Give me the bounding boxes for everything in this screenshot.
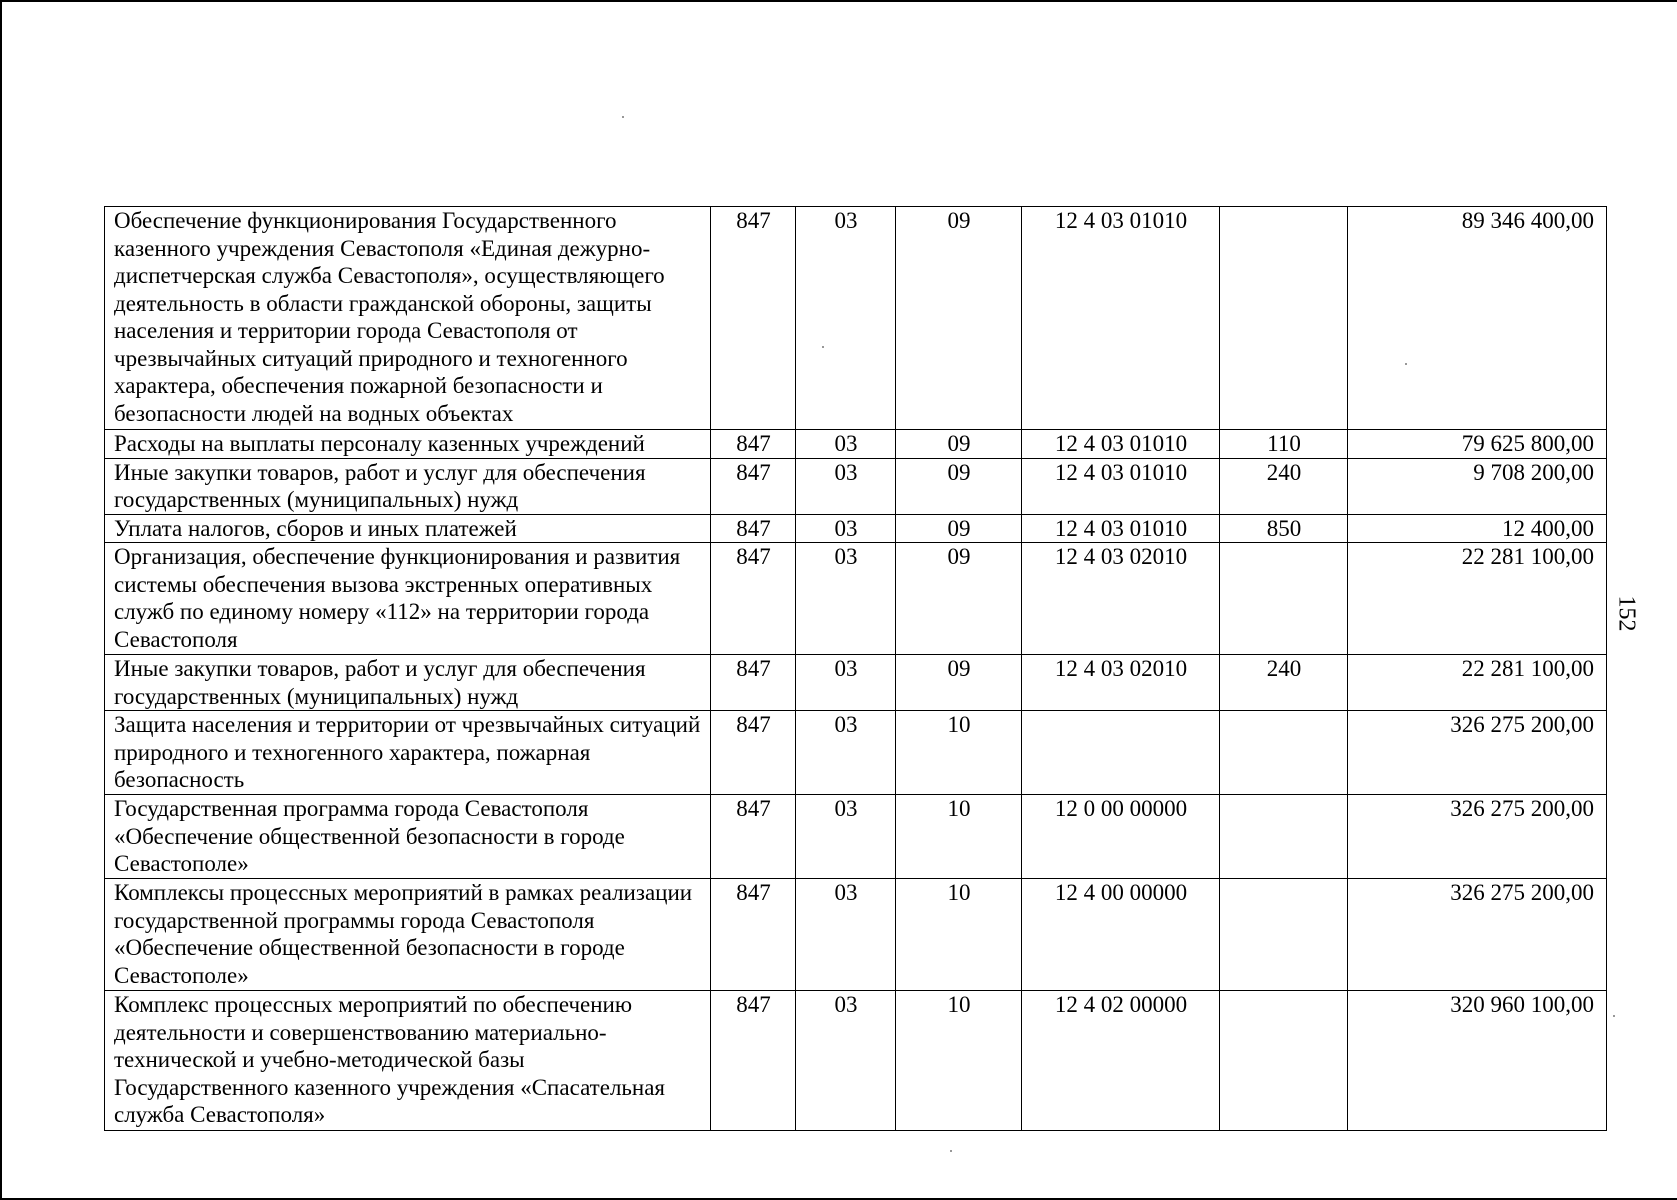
cell-expense-type <box>1220 711 1348 795</box>
cell-name: Государственная программа города Севастополя «Обеспечение общественной безопасности в городе Севастополе» <box>105 795 711 879</box>
cell-expense-type <box>1220 207 1348 430</box>
table-row <box>105 458 1607 514</box>
cell-ministry: 847 <box>711 458 796 514</box>
cell-amount: 326 275 200,00 <box>1348 795 1607 879</box>
cell-target-article: 12 4 03 01010 <box>1022 430 1220 459</box>
cell-expense-type: 110 <box>1220 430 1348 459</box>
cell-name: Комплексы процессных мероприятий в рамках реализации государственной программы города Севастополя «Обеспечение общественной безопасности в городе Севастополе» <box>105 879 711 991</box>
cell-ministry: 847 <box>711 991 796 1131</box>
cell-target-article: 12 4 03 02010 <box>1022 543 1220 655</box>
cell-target-article: 12 0 00 00000 <box>1022 795 1220 879</box>
cell-name: Уплата налогов, сборов и иных платежей <box>105 514 711 543</box>
cell-section: 03 <box>796 543 896 655</box>
cell-section: 03 <box>796 207 896 430</box>
cell-target-article: 12 4 03 01010 <box>1022 458 1220 514</box>
table-row <box>105 795 1607 879</box>
budget-table-body <box>105 207 1607 1131</box>
table-row <box>105 514 1607 543</box>
cell-subsection: 09 <box>896 655 1022 711</box>
page-number: 152 <box>1613 595 1640 632</box>
cell-name: Иные закупки товаров, работ и услуг для обеспечения государственных (муниципальных) нужд <box>105 458 711 514</box>
cell-expense-type: 240 <box>1220 458 1348 514</box>
cell-expense-type: 240 <box>1220 655 1348 711</box>
cell-amount: 9 708 200,00 <box>1348 458 1607 514</box>
table-row <box>105 991 1607 1131</box>
cell-expense-type <box>1220 879 1348 991</box>
cell-section: 03 <box>796 458 896 514</box>
cell-amount: 320 960 100,00 <box>1348 991 1607 1131</box>
cell-subsection: 10 <box>896 711 1022 795</box>
cell-section: 03 <box>796 795 896 879</box>
budget-table <box>104 206 1607 1131</box>
cell-target-article: 12 4 03 02010 <box>1022 655 1220 711</box>
scan-edge-left <box>0 0 2 1200</box>
cell-section: 03 <box>796 711 896 795</box>
cell-amount: 22 281 100,00 <box>1348 543 1607 655</box>
cell-subsection: 10 <box>896 879 1022 991</box>
table-row <box>105 430 1607 459</box>
cell-target-article: 12 4 03 01010 <box>1022 207 1220 430</box>
cell-name: Обеспечение функционирования Государственного казенного учреждения Севастополя «Единая дежурно-диспетчерская служба Севастополя», осуществляющего деятельность в области гражданской обороны, защиты населения и территории города Севастополя от чрезвычайных ситуаций природного и техногенного характера, обеспечения пожарной безопасности и безопасности людей на водных объектах <box>105 207 711 430</box>
cell-section: 03 <box>796 514 896 543</box>
table-row <box>105 879 1607 991</box>
cell-subsection: 09 <box>896 430 1022 459</box>
table-row <box>105 543 1607 655</box>
cell-name: Расходы на выплаты персоналу казенных учреждений <box>105 430 711 459</box>
cell-ministry: 847 <box>711 655 796 711</box>
cell-expense-type: 850 <box>1220 514 1348 543</box>
cell-ministry: 847 <box>711 514 796 543</box>
table-row <box>105 711 1607 795</box>
cell-ministry: 847 <box>711 207 796 430</box>
cell-section: 03 <box>796 879 896 991</box>
cell-amount: 12 400,00 <box>1348 514 1607 543</box>
cell-ministry: 847 <box>711 430 796 459</box>
cell-subsection: 09 <box>896 543 1022 655</box>
cell-ministry: 847 <box>711 879 796 991</box>
cell-ministry: 847 <box>711 543 796 655</box>
cell-section: 03 <box>796 655 896 711</box>
cell-ministry: 847 <box>711 795 796 879</box>
scan-speck <box>950 1150 952 1152</box>
cell-ministry: 847 <box>711 711 796 795</box>
cell-amount: 22 281 100,00 <box>1348 655 1607 711</box>
cell-target-article <box>1022 711 1220 795</box>
cell-expense-type <box>1220 795 1348 879</box>
cell-amount: 89 346 400,00 <box>1348 207 1607 430</box>
cell-subsection: 09 <box>896 458 1022 514</box>
scan-speck <box>1613 1015 1615 1017</box>
cell-amount: 326 275 200,00 <box>1348 879 1607 991</box>
cell-target-article: 12 4 02 00000 <box>1022 991 1220 1131</box>
cell-name: Организация, обеспечение функционирования и развития системы обеспечения вызова экстренных оперативных служб по единому номеру «112» на территории города Севастополя <box>105 543 711 655</box>
cell-target-article: 12 4 00 00000 <box>1022 879 1220 991</box>
table-row <box>105 655 1607 711</box>
cell-amount: 326 275 200,00 <box>1348 711 1607 795</box>
cell-amount: 79 625 800,00 <box>1348 430 1607 459</box>
cell-expense-type <box>1220 991 1348 1131</box>
cell-name: Комплекс процессных мероприятий по обеспечению деятельности и совершенствованию материально-технической и учебно-методической базы Государственного казенного учреждения «Спасательная служба Севастополя» <box>105 991 711 1131</box>
cell-subsection: 09 <box>896 207 1022 430</box>
cell-subsection: 10 <box>896 795 1022 879</box>
cell-name: Иные закупки товаров, работ и услуг для обеспечения государственных (муниципальных) нужд <box>105 655 711 711</box>
cell-section: 03 <box>796 991 896 1131</box>
cell-section: 03 <box>796 430 896 459</box>
cell-subsection: 10 <box>896 991 1022 1131</box>
cell-target-article: 12 4 03 01010 <box>1022 514 1220 543</box>
scan-speck <box>622 116 624 118</box>
cell-subsection: 09 <box>896 514 1022 543</box>
cell-name: Защита населения и территории от чрезвычайных ситуаций природного и техногенного характера, пожарная безопасность <box>105 711 711 795</box>
table-row <box>105 207 1607 430</box>
cell-expense-type <box>1220 543 1348 655</box>
scan-edge-top <box>0 0 1677 2</box>
